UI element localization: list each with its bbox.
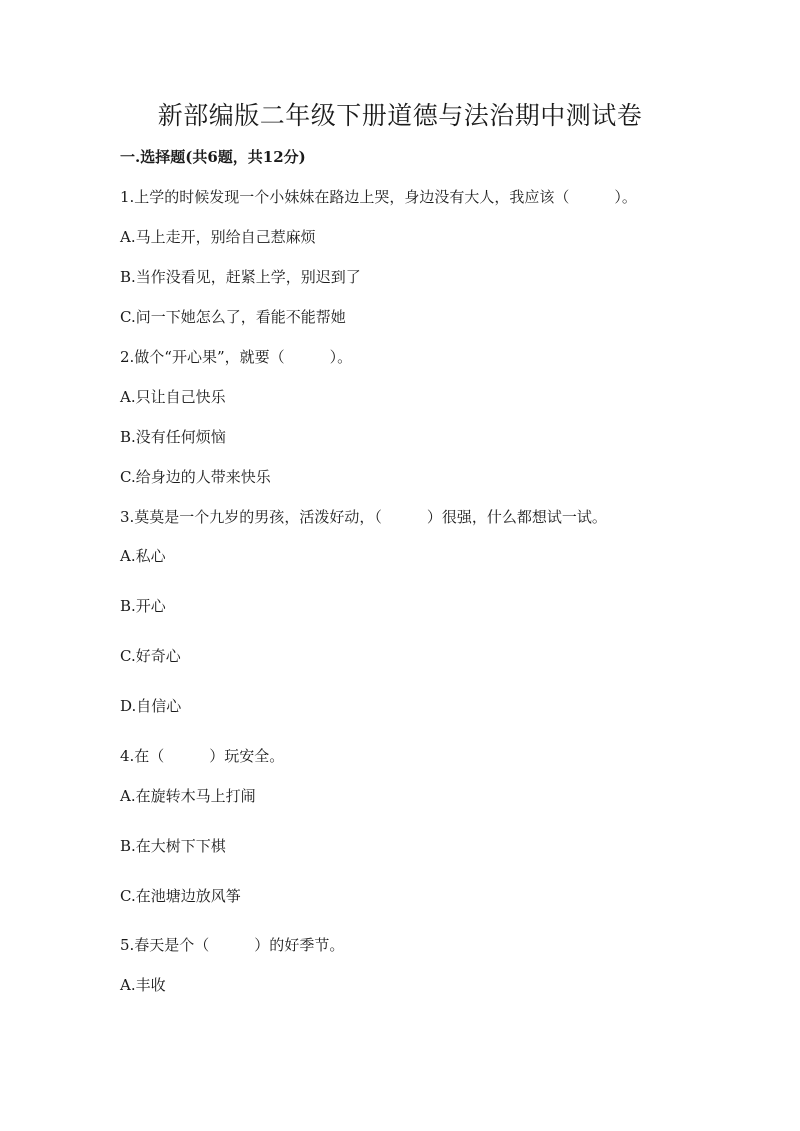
page-title: 新部编版二年级下册道德与法治期中测试卷: [157, 101, 643, 130]
section-heading: 一.选择题(共6题，共12分): [120, 148, 306, 166]
option-d: D.自信心: [120, 697, 182, 715]
option-a: A.马上走开，别给自己惹麻烦: [120, 228, 316, 246]
option-b: B.当作没看见，赶紧上学，别迟到了: [120, 268, 361, 286]
option-c: C.问一下她怎么了，看能不能帮她: [120, 308, 346, 326]
option-a: A.私心: [120, 547, 166, 565]
question-stem: 2.做个“开心果”，就要（ ）。: [120, 348, 353, 366]
option-a: A.只让自己快乐: [120, 388, 226, 406]
option-b: B.开心: [120, 597, 166, 615]
option-c: C.给身边的人带来快乐: [120, 468, 271, 486]
option-c: C.好奇心: [120, 647, 181, 665]
option-a: A.在旋转木马上打闹: [120, 787, 256, 805]
question-stem: 5.春天是个（ ）的好季节。: [120, 936, 345, 954]
question-stem: 3.莫莫是一个九岁的男孩，活泼好动，（ ）很强，什么都想试一试。: [120, 508, 607, 526]
question-stem: 4.在（ ）玩安全。: [120, 747, 285, 765]
option-b: B.没有任何烦恼: [120, 428, 226, 446]
option-c: C.在池塘边放风筝: [120, 887, 241, 905]
option-b: B.在大树下下棋: [120, 837, 226, 855]
option-a: A.丰收: [120, 976, 166, 994]
question-stem: 1.上学的时候发现一个小妹妹在路边上哭，身边没有大人，我应该（ ）。: [120, 188, 637, 206]
